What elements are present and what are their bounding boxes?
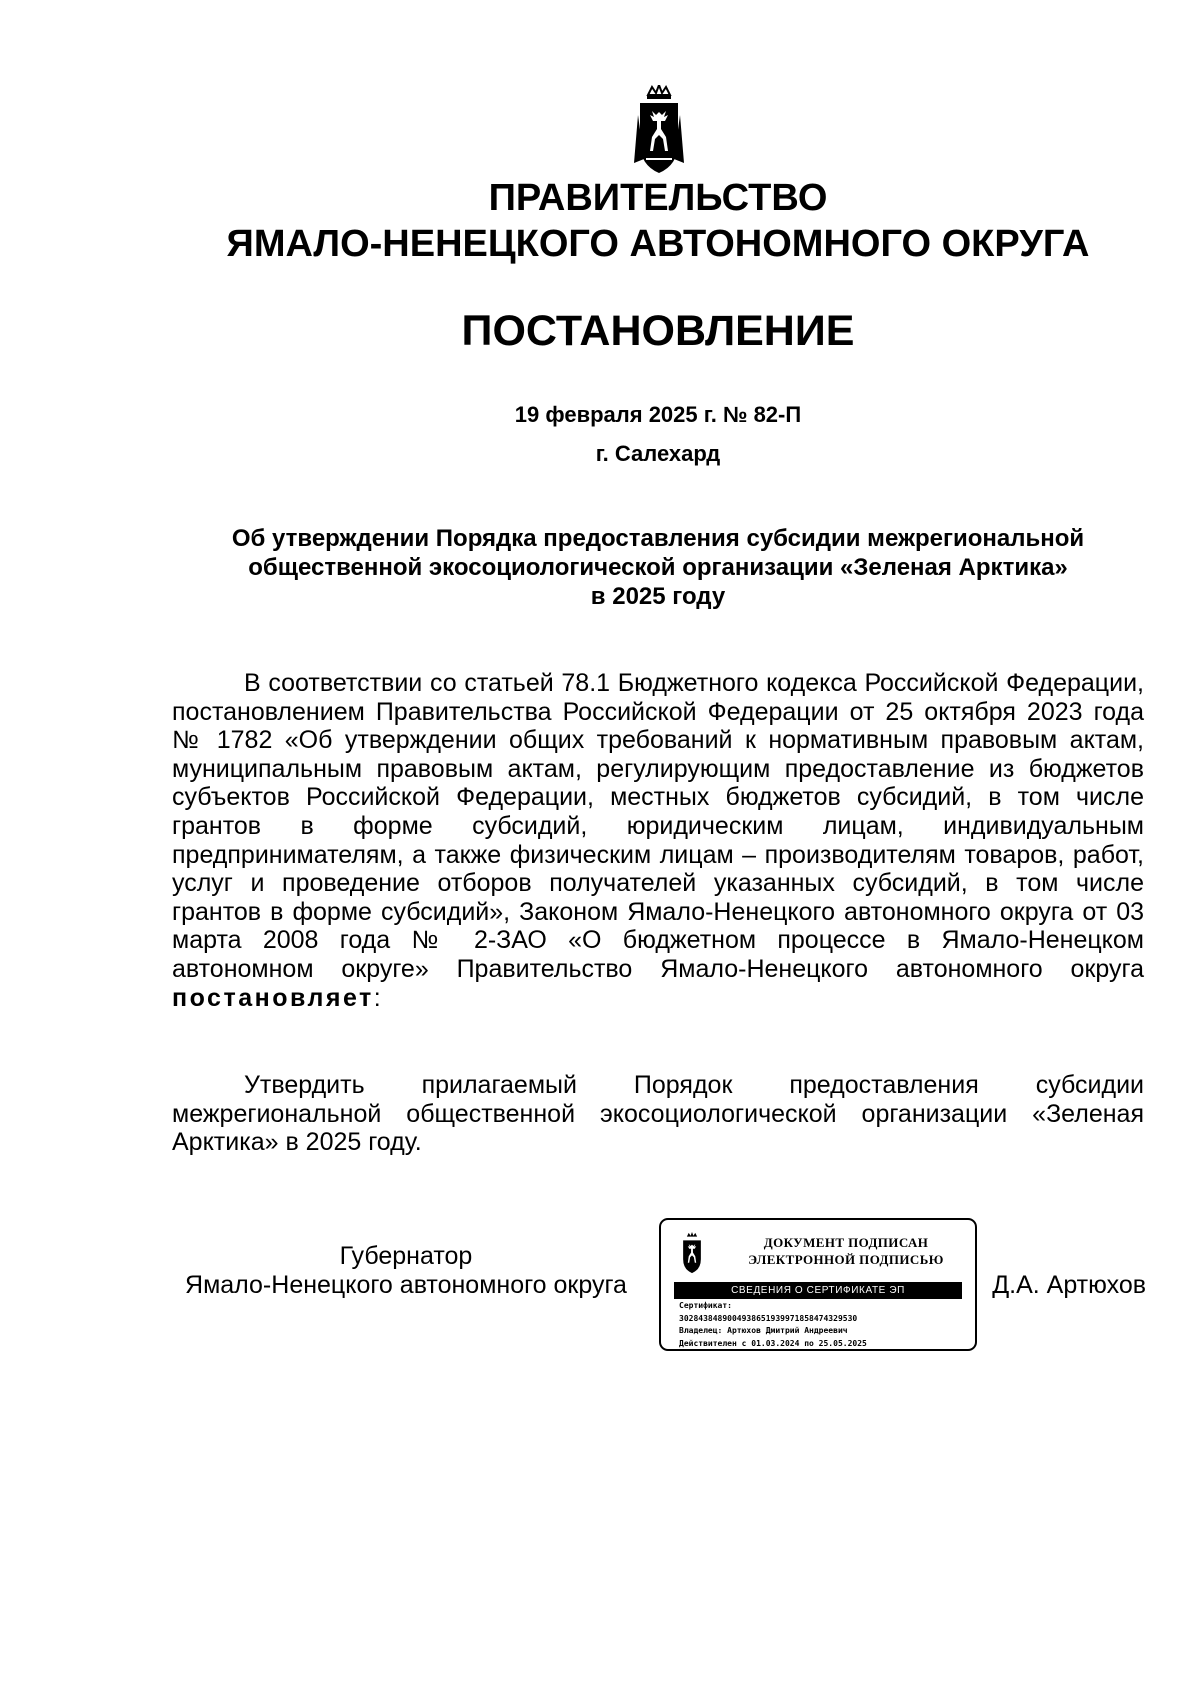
certificate-owner: Владелец: Артюхов Дмитрий Андреевич [679,1326,848,1335]
document-subject [190,524,1126,611]
signatory-name: Д.А. Артюхов [992,1271,1146,1299]
position-line1: Губернатор [339,1242,473,1270]
signatory-position [172,1242,640,1300]
city: г. Салехард [595,441,721,466]
government-title-line2: ЯМАЛО-НЕНЕЦКОГО АВТОНОМНОГО ОКРУГА [226,223,1090,265]
government-title [0,175,1200,267]
document-type: ПОСТАНОВЛЕНИЕ [461,307,855,355]
certificate-details [679,1300,969,1350]
government-title-line1: ПРАВИТЕЛЬСТВО [488,177,828,219]
subject-line3: в 2025 году [590,583,726,610]
preamble-paragraph [172,669,1144,1012]
preamble-text: В соответствии со статьей 78.1 Бюджетного кодекса Российской Федерации, постановлением Правительства Российской Федерации от 25 октября 2023 года № 1782 «Об утверждении общих требований к нормативным правовым актам, муниципальным правовым актам, регулирующим предоставление из бюджетов субъектов Российской Федерации, местных бюджетов субсидий, в том числе грантов в форме субсидий, юридическим лицам, индивидуальным предпринимателям, а также физическим лицам – производителям товаров, работ, услуг и проведение отборов получателей указанных субсидий, в том числе грантов в форме субсидий», Законом Ямало-Ненецкого автономного округа от 03 марта 2008 года № 2-ЗАО «О бюджетном процессе в Ямало-Ненецком автономном округе» Правительство Ямало-Ненецкого автономного округа [172,669,1144,983]
yamal-coat-of-arms-icon [632,85,686,175]
certificate-validity: Действителен с 01.03.2024 по 25.05.2025 [679,1338,867,1348]
certificate-info-bar: СВЕДЕНИЯ О СЕРТИФИКАТЕ ЭП [674,1282,962,1299]
certificate-number: 3028438489004938651939971858474329530 [679,1313,858,1323]
date-and-number: 19 февраля 2025 г. № 82-П [514,402,802,427]
resolution-paragraph: Утвердить прилагаемый Порядок предоставления субсидии межрегиональной общественной экосоциологической организации «Зеленая Арктика» в 2025 году. [172,1071,1144,1157]
subject-line2: общественной экосоциологической организации «Зеленая Арктика» [248,554,1068,581]
subject-line1: Об утверждении Порядка предоставления субсидии межрегиональной [231,525,1085,552]
decrees-word: постановляет [172,983,374,1012]
yamal-coat-of-arms-small-icon [679,1232,705,1274]
stamp-heading [723,1234,969,1268]
stamp-heading-line2: ЭЛЕКТРОННОЙ ПОДПИСЬЮ [748,1252,944,1267]
electronic-signature-stamp [659,1218,977,1351]
position-line2: Ямало-Ненецкого автономного округа [185,1271,627,1299]
certificate-label: Сертификат: [679,1301,732,1310]
stamp-heading-line1: ДОКУМЕНТ ПОДПИСАН [763,1235,929,1250]
decrees-colon: : [373,983,381,1012]
